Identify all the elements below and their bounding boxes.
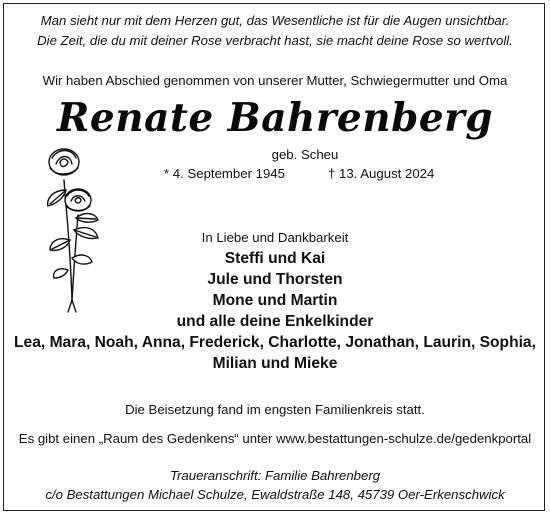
mourner-line: und alle deine Enkelkinder <box>176 313 374 330</box>
motto-quote <box>0 11 550 51</box>
death-date: † 13. August 2024 <box>328 166 435 181</box>
memorial-note: Es gibt einen „Raum des Gedenkens“ unter www.bestattungen-schulze.de/gedenkportal <box>18 431 532 446</box>
dedication-line: In Liebe und Dankbarkeit <box>201 230 349 245</box>
born-name: geb. Scheu <box>271 147 339 162</box>
mourner-line: Milian und Mieke <box>212 355 338 372</box>
motto-line-2: Die Zeit, die du mit deiner Rose verbracht hast, sie macht deine Rose so wertvoll. <box>37 33 513 48</box>
mourner-line: Mone und Martin <box>212 292 338 309</box>
motto-line-1: Man sieht nur mit dem Herzen gut, das Wesentliche ist für die Augen unsichtbar. <box>40 13 510 28</box>
deceased-name: Renate Bahrenberg <box>57 95 493 141</box>
address-block <box>0 466 550 504</box>
mourners-list <box>0 248 550 374</box>
address-line-1: Traueranschrift: Familie Bahrenberg <box>169 468 381 483</box>
mourner-line: Steffi und Kai <box>224 250 326 267</box>
birth-date: * 4. September 1945 <box>164 166 285 181</box>
mourner-line: Lea, Mara, Noah, Anna, Frederick, Charlotte, Jonathan, Laurin, Sophia, <box>14 334 536 351</box>
funeral-note: Die Beisetzung fand im engsten Familienkreis statt. <box>125 402 425 417</box>
address-line-2: c/o Bestattungen Michael Schulze, Ewaldstraße 148, 45739 Oer-Erkenschwick <box>45 487 505 502</box>
intro-text: Wir haben Abschied genommen von unserer Mutter, Schwiegermutter und Oma <box>42 73 508 88</box>
mourner-line: Jule und Thorsten <box>207 271 343 288</box>
